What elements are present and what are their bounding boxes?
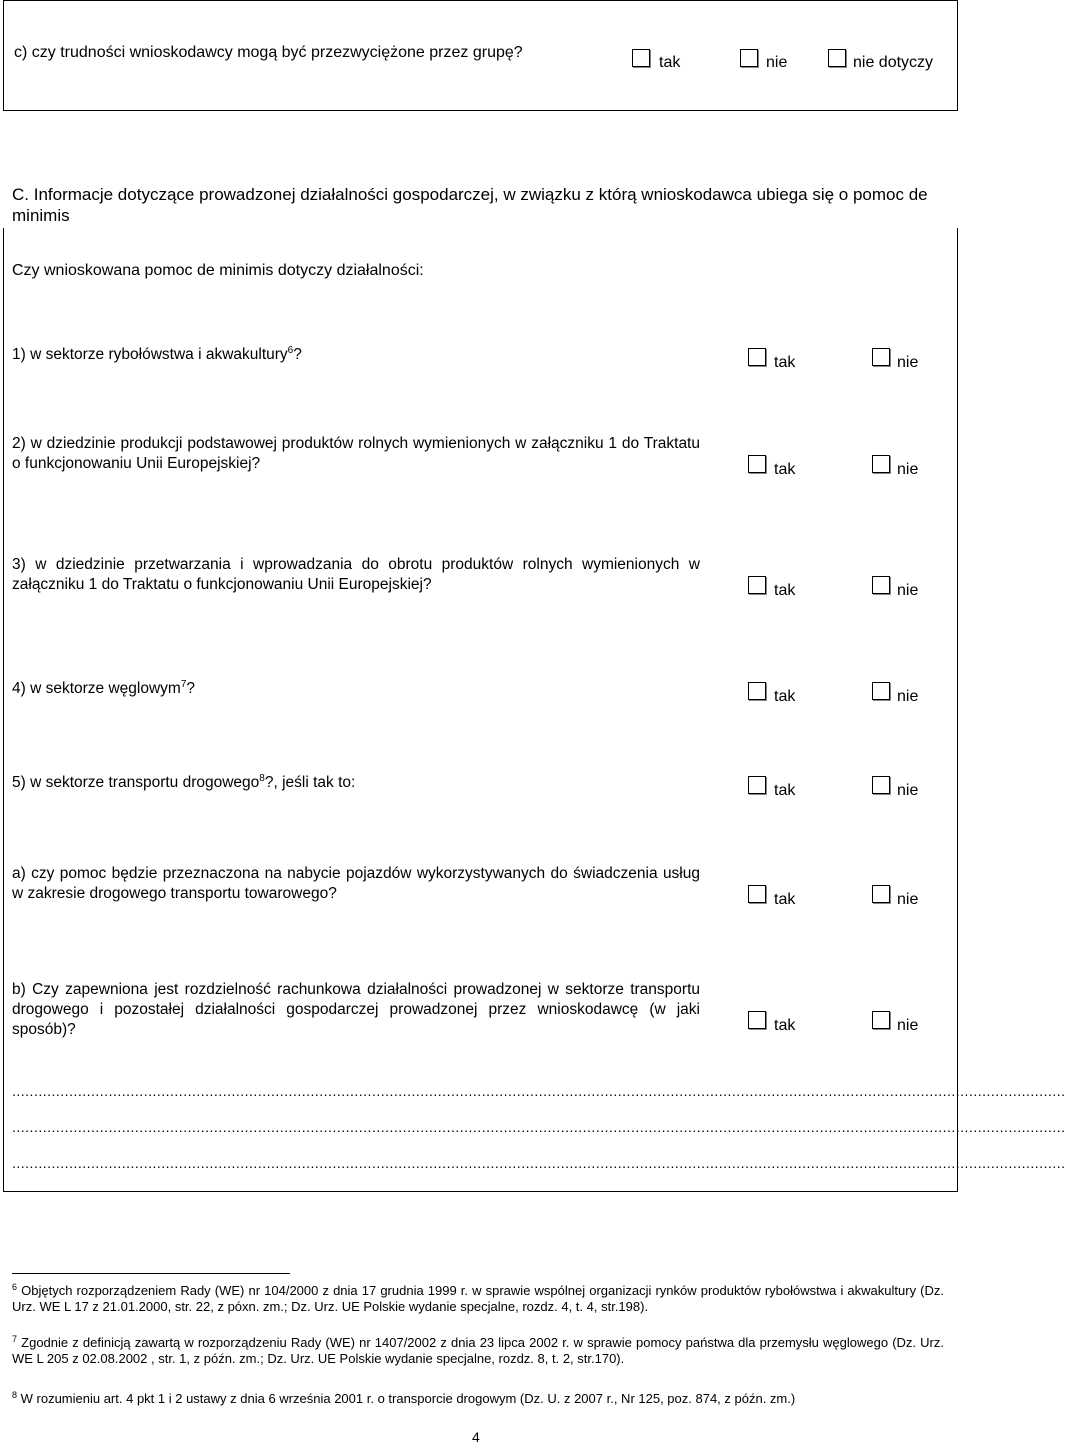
label-tak-q5: tak [774, 782, 796, 799]
label-nie-top: nie [766, 54, 788, 71]
label-tak-q3: tak [774, 582, 796, 599]
label-nie-dotyczy-top: nie dotyczy [853, 54, 934, 71]
checkbox-nie-top[interactable] [740, 49, 758, 67]
question-3: 3) w dziedzinie przetwarzania i wprowadzania do obrotu produktów rolnych wymienionych w załączniku 1 do Traktatu o funkcjonowaniu Unii Europejskiej? [12, 556, 700, 593]
question-5a: a) czy pomoc będzie przeznaczona na nabycie pojazdów wykorzystywanych do świadczenia usług w zakresie drogowego transportu towarowego? [12, 865, 700, 902]
checkbox-tak-q3[interactable] [748, 576, 766, 594]
label-tak-q5a: tak [774, 891, 796, 908]
footnote-6: $^6$ Objętych rozporządzeniem Rady (WE) nr 104/2000 z dnia 17 grudnia 1999 r. w sprawie wspólnej organizacji rynków produktów rybołówstwa i akwakultury (Dz. Urz. WE L 17 z 21.01.2000, str. 22, z póxn. zm.; Dz. Urz. UE Polskie wydanie specjalne, rozdz. 4, t. 4, str.198). [12, 1282, 944, 1314]
question-5b: b) Czy zapewniona jest rozdzielność rachunkowa działalności prowadzonej w sektorze transportu drogowego i pozostałej działalności gospodarczej prowadzonej przez wnioskodawcę (w jaki sposób)? [12, 981, 700, 1038]
top-question: c) czy trudności wnioskodawcy mogą być przezwyciężone przez grupę? [14, 44, 523, 61]
section-intro: Czy wnioskowana pomoc de minimis dotyczy działalności: [12, 262, 424, 279]
checkbox-tak-top[interactable] [632, 49, 650, 67]
question-4: 4) w sektorze węglowym$^7$? [12, 679, 196, 697]
checkbox-nie-q3[interactable] [872, 576, 890, 594]
label-nie-q5b: nie [897, 1017, 919, 1034]
checkbox-tak-q4[interactable] [748, 682, 766, 700]
checkbox-tak-q2[interactable] [748, 455, 766, 473]
checkbox-nie-q1[interactable] [872, 348, 890, 366]
footnote-8: $^8$ W rozumieniu art. 4 pkt 1 i 2 ustawy z dnia 6 września 2001 r. o transporcie drogowym (Dz. U. z 2007 r., Nr 125, poz. 874, z późn. zm.) [12, 1390, 796, 1406]
question-1: 1) w sektorze rybołówstwa i akwakultury$^6$? [12, 345, 302, 363]
answer-line-1[interactable]: ................................................................................................................................................................................................................................................ [12, 1083, 1066, 1099]
label-nie-q3: nie [897, 582, 919, 599]
label-nie-q4: nie [897, 688, 919, 705]
question-5: 5) w sektorze transportu drogowego$^8$?, jeśli tak to: [12, 773, 356, 791]
page-number: 4 [472, 1429, 480, 1445]
footnote-separator [12, 1273, 290, 1274]
label-tak-q1: tak [774, 354, 796, 371]
checkbox-nie-q5[interactable] [872, 776, 890, 794]
checkbox-nie-dotyczy-top[interactable] [828, 49, 846, 67]
checkbox-tak-q1[interactable] [748, 348, 766, 366]
label-nie-q2: nie [897, 461, 919, 478]
label-tak-q4: tak [774, 688, 796, 705]
checkbox-nie-q4[interactable] [872, 682, 890, 700]
label-nie-q5a: nie [897, 891, 919, 908]
label-tak-q5b: tak [774, 1017, 796, 1034]
checkbox-tak-q5[interactable] [748, 776, 766, 794]
label-nie-q5: nie [897, 782, 919, 799]
checkbox-nie-q5a[interactable] [872, 885, 890, 903]
footnote-7: $^7$ Zgodnie z definicją zawartą w rozporządzeniu Rady (WE) nr 1407/2002 z dnia 23 lipca 2002 r. w sprawie pomocy państwa dla przemysłu węglowego (Dz. Urz. WE L 205 z 02.08.2002 , str. 1, z późn. zm.; Dz. Urz. UE Polskie wydanie specjalne, rozdz. 8, t. 2, str.170). [12, 1334, 944, 1366]
label-nie-q1: nie [897, 354, 919, 371]
answer-line-2[interactable]: ................................................................................................................................................................................................................................................ [12, 1119, 1066, 1135]
checkbox-tak-q5a[interactable] [748, 885, 766, 903]
section-heading: C. Informacje dotyczące prowadzonej działalności gospodarczej, w związku z którą wnioskodawca ubiega się o pomoc de minimis [12, 185, 928, 225]
label-tak-top: tak [659, 54, 681, 71]
section-c-box [3, 228, 1066, 1192]
label-tak-q2: tak [774, 461, 796, 478]
checkbox-nie-q5b[interactable] [872, 1011, 890, 1029]
answer-line-3[interactable]: ................................................................................................................................................................................................................................................ [12, 1155, 1066, 1171]
checkbox-tak-q5b[interactable] [748, 1011, 766, 1029]
question-2: 2) w dziedzinie produkcji podstawowej produktów rolnych wymienionych w załączniku 1 do Traktatu o funkcjonowaniu Unii Europejskiej? [12, 435, 700, 472]
checkbox-nie-q2[interactable] [872, 455, 890, 473]
